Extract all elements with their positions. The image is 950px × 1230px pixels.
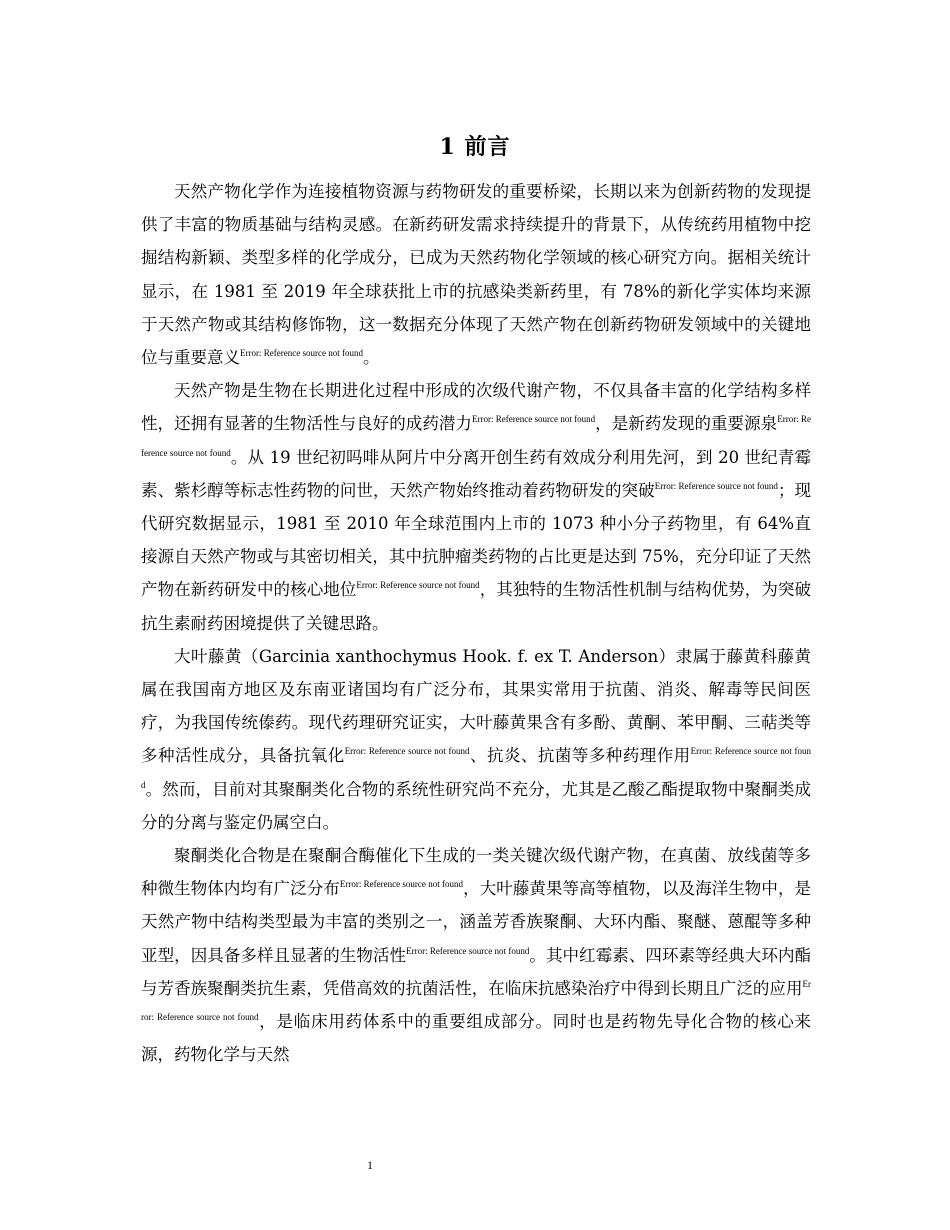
- body-text: [141, 175, 811, 1071]
- paragraph-text-segment: 。: [362, 348, 380, 368]
- paragraph-text-segment: 。其中红霉素、四环素等经典大环内酯与芳香族聚酮类抗生素，凭借高效的抗菌活性，在临床抗感染治疗中得到长期且广泛的应用: [141, 945, 812, 998]
- paragraph-1: [141, 175, 811, 374]
- paragraph-text-segment: 天然产物是生物在长期进化过程中形成的次级代谢产物，不仅具备丰富的化学结构多样性，还拥有显著的生物活性与良好的成药潜力: [141, 381, 811, 434]
- paragraph-text-segment: ；现代研究数据显示，1981 至 2010 年全球范围内上市的 1073 种小分子药物里，有 64%直接源自天然产物或与其密切相关，其中抗肿瘤类药物的占比更是达到 75%，充分印证了天然产物在新药研发中的核心地位: [141, 480, 812, 600]
- reference-error-marker: Error: Reference source not found: [356, 580, 480, 591]
- reference-error-marker: Error: Reference source not found: [141, 746, 812, 790]
- reference-error-marker: Error: Reference source not found: [344, 746, 470, 757]
- page-number: 1: [367, 1158, 373, 1172]
- reference-error-marker: Error: Reference source not found: [654, 480, 778, 491]
- paragraph-text-segment: ，是新药发现的重要源泉: [595, 414, 778, 434]
- paragraph-2: [141, 374, 811, 640]
- reference-error-marker: Error: Reference source not found: [406, 945, 530, 956]
- reference-error-marker: Error: Reference source not found: [339, 879, 464, 890]
- paragraph-text-segment: 大叶藤黄（Garcinia xanthochymus Hook. f. ex T. Anderson）隶属于藤黄科藤黄属在我国南方地区及东南亚诸国均有广泛分布，其果实常用于抗菌、消炎、解毒等民间医疗，为我国传统傣药。现代药理研究证实，大叶藤黄果含有多酚、黄酮、苯甲酮、三萜类等多种活性成分，具备抗氧化: [141, 646, 811, 766]
- paragraph-text-segment: 天然产物化学作为连接植物资源与药物研发的重要桥梁，长期以来为创新药物的发现提供了丰富的物质基础与结构灵感。在新药研发需求持续提升的背景下，从传统药用植物中挖掘结构新颖、类型多样的化学成分，已成为天然药物化学领域的核心研究方向。据相关统计显示，在 1981 至 2019 年全球获批上市的抗感染类新药里，有 78%的新化学实体均来源于天然产物或其结构修饰物，这一数据充分体现了天然产物在创新药物研发领域中的关键地位与重要意义: [141, 182, 811, 368]
- paragraph-text-segment: 聚酮类化合物是在聚酮合酶催化下生成的一类关键次级代谢产物，在真菌、放线菌等多种微生物体内均有广泛分布: [141, 846, 811, 899]
- paragraph-text-segment: ，大叶藤黄果等高等植物，以及海洋生物中，是天然产物中结构类型最为丰富的类别之一，涵盖芳香族聚酮、大环内酯、聚醚、蒽醌等多种亚型，因具备多样且显著的生物活性: [141, 879, 812, 965]
- reference-error-marker: Error: Reference source not found: [471, 414, 596, 425]
- reference-error-marker: Error: Reference source not found: [240, 348, 363, 359]
- section-heading: 1 前言: [439, 134, 511, 160]
- reference-error-marker: Error: Reference source not found: [141, 414, 812, 458]
- paragraph-text-segment: ，是临床用药体系中的重要组成部分。同时也是药物先导化合物的核心来源，药物化学与天然: [141, 1012, 812, 1065]
- paragraph-3: [141, 640, 811, 839]
- paragraph-text-segment: 。然而，目前对其聚酮类化合物的系统性研究尚不充分，尤其是乙酸乙酯提取物中聚酮类成分的分离与鉴定仍属空白。: [141, 779, 811, 832]
- reference-error-marker: Error: Reference source not found: [141, 978, 811, 1023]
- paragraph-text-segment: 。从 19 世纪初吗啡从阿片中分离开创生药有效成分利用先河，到 20 世纪青霉素、紫杉醇等标志性药物的问世，天然产物始终推动着药物研发的突破: [141, 447, 811, 500]
- paragraph-4: [141, 839, 811, 1071]
- paragraph-text-segment: 、抗炎、抗菌等多种药理作用: [469, 746, 691, 766]
- paragraph-text-segment: ，其独特的生物活性机制与结构优势，为突破抗生素耐药困境提供了关键思路。: [141, 580, 812, 633]
